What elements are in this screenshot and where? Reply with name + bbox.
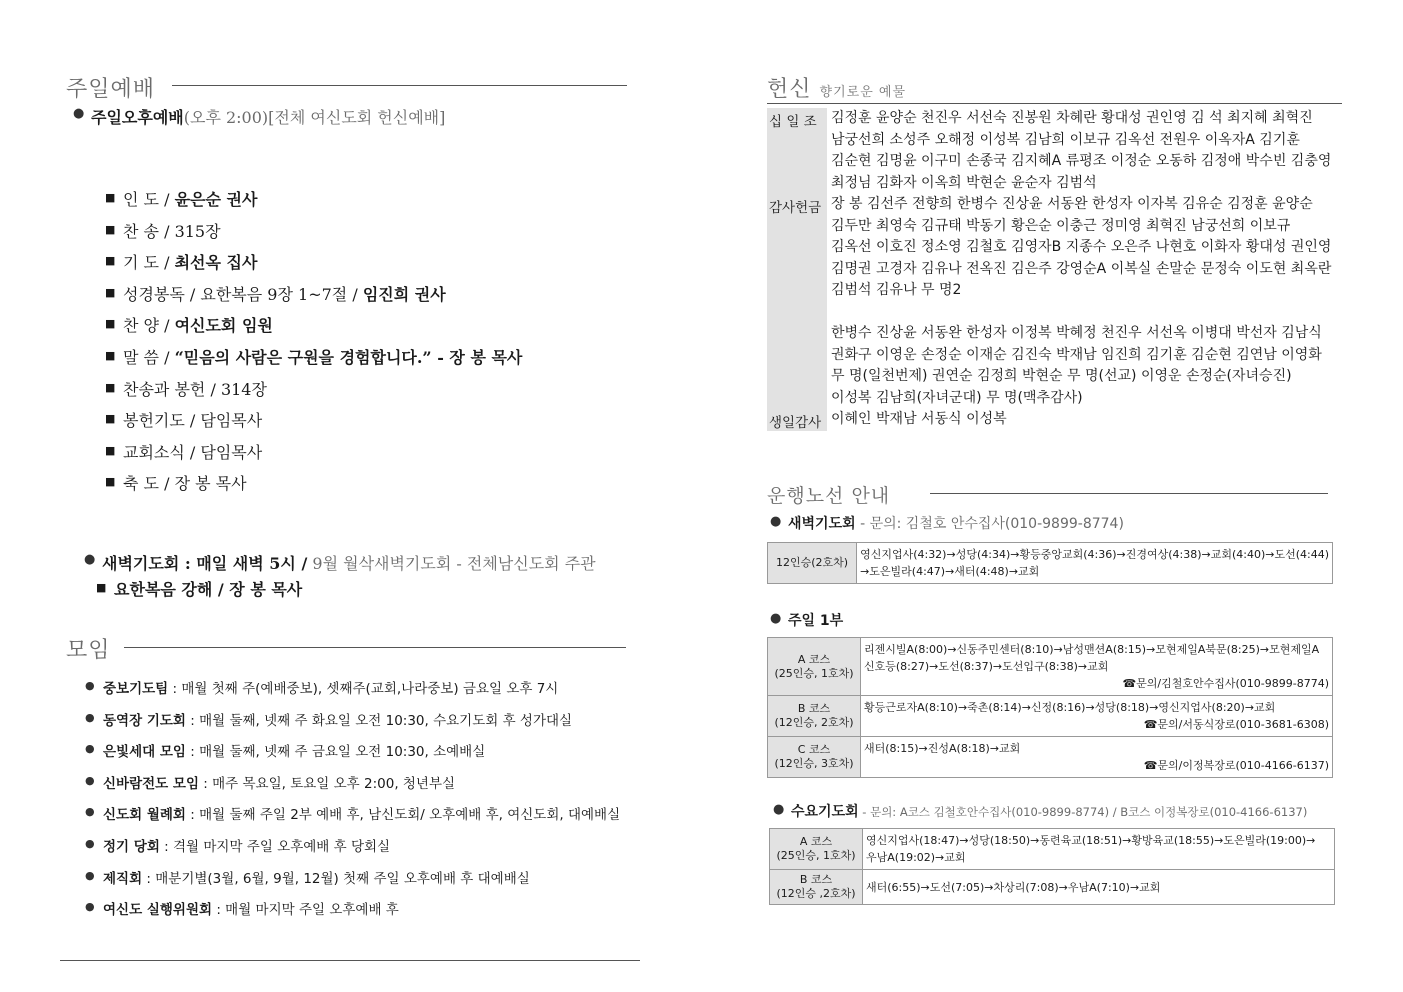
offering-names-line: 이혜인 박재남 서동식 이성복	[831, 411, 1007, 427]
offering-subtitle: 향기로운 예물	[819, 85, 906, 100]
meeting-desc: : 격월 마지막 주일 오후예배 후 당회실	[159, 839, 391, 855]
meeting-desc: : 매주 목요일, 토요일 오후 2:00, 청년부실	[199, 775, 456, 792]
meeting-item	[85, 867, 530, 887]
order-item: ■ 찬송과 봉헌 / 314장	[105, 377, 267, 400]
route-contact: ☎문의/이정복장로(010-4166-6137)	[1143, 759, 1329, 772]
dawn-route-table	[767, 542, 1333, 584]
order-value: 담임목사	[200, 411, 263, 431]
route-stops	[861, 696, 1333, 737]
dawn-route-contact: - 문의: 김철호 안수집사(010-9899-8774)	[855, 516, 1124, 532]
dawn-prayer-detail: 9월 월삭새벽기도회 - 전체남신도회 주관	[312, 554, 596, 573]
order-value: 요한복음 9장 1~7절 /	[200, 284, 358, 304]
route-course	[770, 829, 863, 870]
dawn-prayer-sub: ■ 요한복음 강해 / 장 봉 목사	[96, 577, 302, 600]
order-item: ■ 말 씀 / “믿음의 사람은 구원을 경험합니다.” - 장 봉 목사	[105, 345, 522, 368]
route-row	[768, 638, 1333, 696]
order-item: ■ 교회소식 / 담임목사	[105, 440, 262, 463]
offering-title-text: 헌신	[767, 77, 812, 102]
offering-names	[827, 194, 1331, 409]
order-value: “믿음의 사람은 구원을 경험합니다.” - 장 봉 목사	[174, 348, 523, 367]
sunday-worship-title: 주일예배	[66, 77, 156, 102]
offering-names	[827, 409, 1007, 431]
meeting-name: 신바람전도 모임	[103, 775, 199, 792]
meeting-item	[85, 740, 485, 760]
order-label: 찬 양	[123, 316, 159, 336]
sunday-route-label: 주일 1부	[788, 613, 844, 629]
meeting-item	[85, 803, 620, 823]
offering-names-line: 권화구 이영운 손정순 이재순 김진숙 박재남 임진희 김기훈 김순현 김연남 이영화	[831, 346, 1322, 363]
order-label: 찬송과 봉헌	[123, 379, 206, 399]
route-stops-line: →도은빌라(4:47)→새터(4:48)→교회	[860, 565, 1040, 578]
sunday-title-divider	[172, 85, 627, 86]
offering-names-line: 장 봉 김선주 전향희 한병수 진상윤 서동완 한성자 이자복 김유순 김정훈 윤양순	[831, 196, 1313, 212]
order-item: ■ 봉헌기도 / 담임목사	[105, 408, 262, 431]
meeting-name: 신도회 월례회	[103, 807, 186, 824]
offering-row	[767, 194, 1342, 409]
route-row	[770, 870, 1335, 905]
offering-title	[767, 72, 906, 103]
dawn-prayer-label: 새벽기도회 : 매일 새벽 5시 /	[102, 554, 308, 573]
sunday-route-table	[767, 637, 1333, 778]
order-label: 인 도	[123, 190, 159, 209]
offering-names-line: 김두만 최영숙 김규태 박동기 황은순 이충근 정미영 최혁진 남궁선희 이보규	[831, 217, 1291, 234]
dawn-route-label: 새벽기도회	[788, 516, 856, 532]
offering-label: 생일감사	[767, 409, 827, 431]
route-title: 운행노선 안내	[767, 485, 891, 507]
route-course-name: A 코스	[797, 652, 831, 666]
offering-names-line: 김옥선 이호진 정소영 김철호 김영자B 지종수 오은주 나현호 이화자 황대성 권인영	[831, 239, 1332, 255]
route-course-vehicle: (12인승, 3호차)	[774, 757, 854, 770]
route-stops-line: 새터(6:55)→도선(7:05)→차상리(7:08)→우남A(7:10)→교회	[866, 880, 1161, 894]
meeting-title: 모임	[66, 638, 111, 663]
route-row	[768, 696, 1333, 737]
order-item: ■ 성경봉독 / 요한복음 9장 1~7절 / 임진희 권사	[105, 282, 446, 305]
order-item: ■ 축 도 / 장 봉 목사	[105, 471, 247, 494]
meeting-name: 중보기도팀	[103, 681, 169, 697]
offering-names	[827, 108, 1331, 194]
meeting-name: 은빛세대 모임	[103, 744, 186, 761]
route-course: 12인승(2호차)	[768, 543, 857, 584]
route-stops	[861, 638, 1333, 696]
offering-names-line: 김정훈 윤양순 천진우 서선숙 진봉원 차혜란 황대성 권인영 김 석 최지혜 최혁진	[831, 110, 1313, 126]
route-stops-line: 황등근로자A(8:10)→죽촌(8:14)→신정(8:16)→성당(8:18)→영신지업사(8:20)→교회	[864, 701, 1276, 714]
route-stops-line: 새터(8:15)→진성A(8:18)→교회	[864, 742, 1021, 755]
dawn-prayer-header	[84, 551, 596, 574]
wed-route-header	[773, 801, 1307, 821]
route-course-vehicle: (25인승, 1호차)	[776, 849, 856, 862]
offering-names-line: 최정님 김화자 이옥희 박현순 윤순자 김범석	[831, 174, 1097, 191]
dawn-route-header	[770, 513, 1124, 533]
meeting-item	[85, 677, 558, 697]
route-row	[768, 737, 1333, 778]
route-row	[768, 543, 1333, 584]
offering-names-line: 김순현 김명윤 이구미 손종국 김지혜A 류평조 이정순 오동하 김정애 박수빈 김충영	[831, 153, 1332, 169]
meeting-desc: : 매월 마지막 주일 오후예배 후	[212, 902, 399, 919]
order-label: 교회소식	[123, 442, 185, 462]
afternoon-worship-detail: (오후 2:00)[전체 여신도회 헌신예배]	[183, 108, 446, 127]
route-stops	[857, 543, 1333, 584]
meeting-item	[85, 772, 455, 792]
order-label: 축 도	[123, 474, 159, 494]
order-label: 봉헌기도	[123, 411, 185, 431]
meeting-item	[85, 898, 399, 918]
meeting-item	[85, 835, 390, 855]
offering-row	[767, 108, 1342, 194]
route-course-name: B 코스	[799, 873, 833, 886]
order-value: 장 봉 목사	[174, 474, 247, 494]
page-bottom-line	[60, 960, 640, 961]
meeting-desc: : 매월 둘째, 넷째 주 화요일 오전 10:30, 수요기도회 후 성가대실	[185, 712, 573, 729]
order-item: ■ 인 도 / 윤은순 권사	[105, 187, 257, 210]
order-label: 기 도	[123, 253, 159, 273]
order-extra: 임진희 권사	[362, 284, 446, 304]
offering-row	[767, 409, 1342, 431]
route-course-name: B 코스	[797, 702, 831, 715]
route-contact: ☎문의/서동식장로(010-3681-6308)	[1143, 718, 1329, 731]
order-item: ■ 찬 양 / 여신도회 임원	[105, 313, 273, 336]
meeting-title-divider	[124, 647, 626, 648]
wed-route-table	[769, 828, 1335, 905]
route-row	[770, 829, 1335, 870]
afternoon-worship-label: 주일오후예배	[91, 108, 184, 127]
route-stops-line: 우남A(19:02)→교회	[866, 851, 966, 864]
route-course	[770, 870, 863, 905]
order-value: 윤은순 권사	[174, 190, 258, 209]
route-course	[768, 696, 861, 737]
offering-names-line: 남궁선희 소성주 오해정 이성복 김남희 이보규 김옥선 전원우 이옥자A 김기훈	[831, 131, 1300, 148]
route-stops-line: 영신지업사(18:47)→성당(18:50)→동련육교(18:51)→황방육교(18:55)→도은빌라(19:00)→	[866, 834, 1316, 847]
meeting-item	[85, 709, 572, 729]
offering-names-line: 김명권 고경자 김유나 전옥진 김은주 강영순A 이복실 손말순 문정숙 이도현 최옥란	[831, 260, 1332, 277]
meeting-name: 제직회	[103, 870, 143, 887]
route-stops	[861, 737, 1333, 778]
route-stops-line: 영신지업사(4:32)→성당(4:34)→황등중앙교회(4:36)→진경여상(4:38)→교회(4:40)→도선(4:44)	[860, 548, 1329, 561]
route-title-divider	[930, 493, 1328, 494]
route-stops	[863, 829, 1335, 870]
offering-names-line	[831, 302, 1331, 324]
meeting-desc: : 매월 둘째 주일 2부 예배 후, 남신도회/ 오후예배 후, 여신도회, 대예배실	[185, 807, 621, 824]
route-stops-line: 리젠시빌A(8:00)→신동주민센터(8:10)→남성맨션A(8:15)→모현제일A북문(8:25)→모현제일A	[864, 643, 1320, 656]
order-item: ■ 찬 송 / 315장	[105, 219, 221, 242]
route-stops	[863, 870, 1335, 905]
route-course-name: C 코스	[797, 743, 831, 756]
route-course	[768, 638, 861, 696]
meeting-name: 동역장 기도회	[103, 712, 186, 729]
route-stops-line: 신호등(8:27)→도선(8:37)→도선입구(8:38)→교회	[864, 660, 1109, 673]
order-value: 여신도회 임원	[174, 316, 273, 336]
offering-names-line: 이성복 김남희(자녀군대) 무 명(맥추감사)	[831, 389, 1083, 406]
order-value: 담임목사	[200, 442, 263, 462]
meeting-name: 여신도 실행위원회	[103, 902, 213, 919]
meeting-name: 정기 당회	[103, 839, 160, 855]
sunday-route-header	[770, 610, 843, 630]
offering-divider	[767, 103, 1342, 104]
offering-label: 십 일 조	[767, 108, 827, 194]
order-label: 찬 송	[123, 221, 159, 241]
offering-names-line: 김범석 김유나 무 명2	[831, 282, 962, 298]
wed-route-label: 수요기도회	[791, 804, 859, 820]
meeting-desc: : 매분기별(3월, 6월, 9월, 12월) 첫째 주일 오후예배 후 대예배실	[142, 870, 530, 887]
meeting-desc: : 매월 첫째 주(예배중보), 셋째주(교회,나라중보) 금요일 오후 7시	[168, 681, 559, 697]
afternoon-worship-header	[73, 105, 445, 128]
route-course-vehicle: (25인승, 1호차)	[774, 666, 854, 680]
order-value: 315장	[174, 221, 221, 241]
order-label: 성경봉독	[123, 284, 185, 304]
order-item: ■ 기 도 / 최선옥 집사	[105, 250, 257, 273]
route-contact: ☎문의/김철호안수집사(010-9899-8774)	[1122, 677, 1329, 690]
route-course	[768, 737, 861, 778]
meeting-desc: : 매월 둘째, 넷째 주 금요일 오전 10:30, 소예배실	[185, 744, 486, 761]
route-course-name: A 코스	[799, 835, 833, 848]
wed-route-contact: - 문의: A코스 김철호안수집사(010-9899-8774) / B코스 이정복장로(010-4166-6137)	[858, 805, 1308, 819]
offering-label: 감사헌금	[767, 194, 827, 409]
route-course-vehicle: (12인승 ,2호차)	[776, 887, 856, 900]
offering-names-line: 한병수 진상윤 서동완 한성자 이정복 박혜정 천진우 서선옥 이병대 박선자 김남식	[831, 325, 1322, 341]
offering-names-line: 무 명(일천번제) 권연순 김정희 박현순 무 명(선교) 이영운 손정순(자녀승진)	[831, 368, 1292, 384]
order-value: 최선옥 집사	[174, 253, 258, 273]
order-value: 314장	[220, 379, 267, 399]
route-course-vehicle: (12인승, 2호차)	[774, 716, 854, 729]
order-label: 말 씀	[123, 348, 159, 367]
offering-list	[767, 108, 1342, 431]
